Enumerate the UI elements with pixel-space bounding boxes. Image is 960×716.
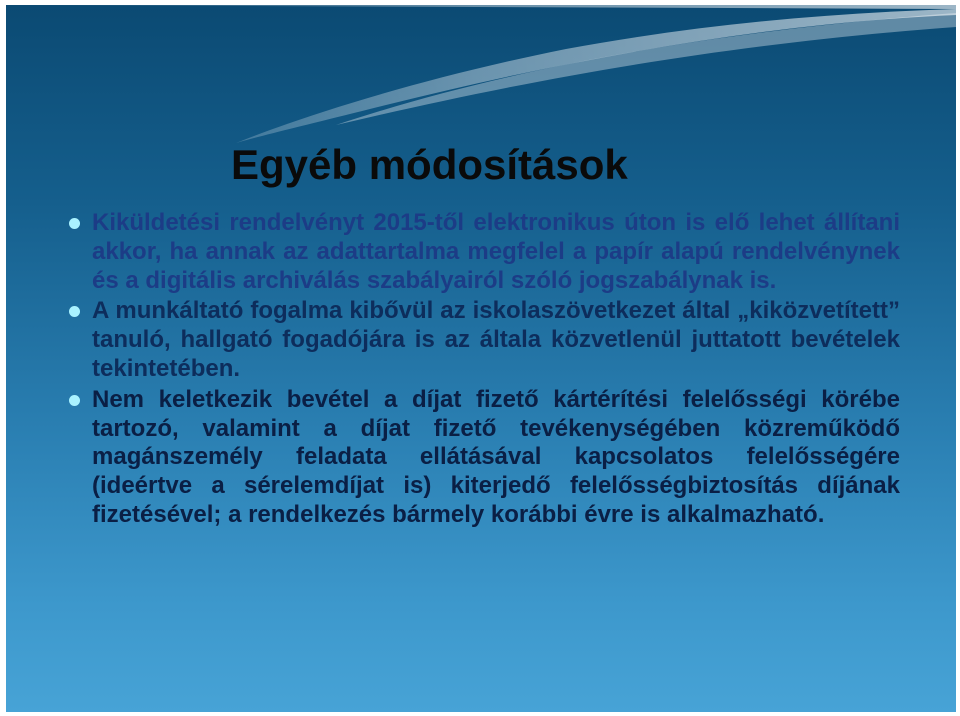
light-swoosh-graphic	[6, 5, 956, 145]
bullet-item	[68, 297, 900, 383]
slide-title: Egyéb módosítások	[231, 141, 628, 188]
bullet-dot-icon	[69, 395, 80, 406]
bullet-text: A munkáltató fogalma kibővül az iskolaszövetkezet által „kiközvetített” tanuló, hallgató fogadójára is az általa közvetlenül juttatott bevételek tekintetében.	[92, 297, 900, 382]
bullet-dot-icon	[69, 306, 80, 317]
bullet-item	[68, 209, 900, 295]
bullet-text: Nem keletkezik bevétel a díjat fizető kártérítési felelősségi körébe tartozó, valamint a díjat fizető tevékenységében közreműködő magánszemély feladata ellátásával kapcsolatos felelősségére (ideértve a sérelemdíjat is) kiterjedő felelősségbiztosítás díjának fizetésével; a rendelkezés bármely korábbi évre is alkalmazható.	[92, 385, 900, 528]
bullet-dot-icon	[69, 218, 80, 229]
slide	[6, 5, 956, 712]
bullet-list	[68, 209, 900, 532]
bullet-text: Kiküldetési rendelvényt 2015-től elektronikus úton is elő lehet állítani akkor, ha annak az adattartalma megfelel a papír alapú rendelvénynek és a digitális archiválás szabályairól szóló jogszabálynak is.	[92, 209, 900, 294]
bullet-item	[68, 386, 900, 530]
